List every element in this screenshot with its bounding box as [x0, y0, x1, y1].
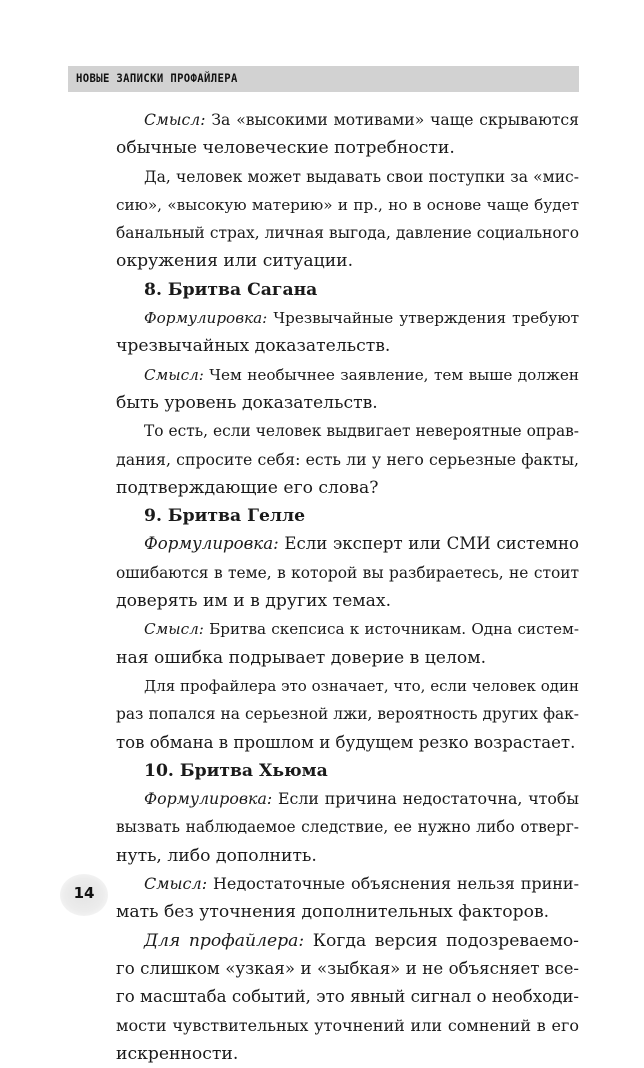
section-heading: 9. Бритва Гелле	[144, 506, 306, 527]
text-line: То есть, если человек выдвигает невероятные оправ-	[144, 422, 579, 441]
text-line: го масштаба событий, это явный сигнал о необходи-	[116, 987, 579, 1007]
text-line: Для профайлера: Когда версия подозреваемо-	[144, 930, 579, 951]
text-line: подтверждающие его слова?	[116, 477, 379, 498]
page-number: 14	[73, 884, 95, 902]
text-line: быть уровень доказательств.	[116, 392, 378, 413]
text-line: Да, человек может выдавать свои поступки за «мис-	[144, 167, 579, 186]
text-line: Формулировка: Чрезвычайные утверждения требуют	[144, 309, 579, 328]
text-line: Смысл: Недостаточные объяснения нельзя прини-	[144, 874, 579, 894]
text-line: вызвать наблюдаемое следствие, ее нужно либо отверг-	[116, 818, 579, 837]
page-number-badge	[60, 874, 108, 916]
text-line: раз попался на серьезной лжи, вероятность других фак-	[116, 705, 579, 724]
text-line: Смысл: Чем необычнее заявление, тем выше должен	[144, 365, 579, 384]
text-line: искренности.	[116, 1043, 239, 1064]
body-text	[116, 106, 579, 1068]
text-line: Формулировка: Если причина недостаточна, чтобы	[144, 789, 579, 809]
text-line: мости чувствительных уточнений или сомнений в его	[116, 1015, 579, 1035]
section-heading: 10. Бритва Хьюма	[144, 760, 328, 781]
text-line: Смысл: Бритва скепсиса к источникам. Одна систем-	[144, 620, 579, 639]
text-line: ошибаются в теме, в которой вы разбираетесь, не стоит	[116, 563, 579, 582]
text-line: сию», «высокую материю» и пр., но в основе чаще будет	[116, 195, 579, 214]
text-line: доверять им и в других темах.	[116, 591, 392, 612]
text-line: ная ошибка подрывает доверие в целом.	[116, 647, 487, 668]
text-line: окружения или ситуации.	[116, 251, 354, 272]
text-line: банальный страх, личная выгода, давление социального	[116, 224, 579, 243]
text-line: го слишком «узкая» и «зыбкая» и не объясняет все-	[116, 958, 579, 978]
text-line: обычные человеческие потребности.	[116, 138, 455, 159]
text-line: Смысл: За «высокими мотивами» чаще скрываются	[144, 111, 579, 129]
text-line: нуть, либо дополнить.	[116, 845, 317, 866]
text-line: тов обмана в прошлом и будущем резко возрастает.	[116, 732, 576, 752]
text-line: мать без уточнения дополнительных факторов.	[116, 902, 550, 923]
running-header-title: НОВЫЕ ЗАПИСКИ ПРОФАЙЛЕРА	[76, 71, 238, 85]
text-line: чрезвычайных доказательств.	[116, 336, 391, 357]
text-line: Для профайлера это означает, что, если человек один	[144, 676, 579, 695]
section-heading: 8. Бритва Сагана	[144, 279, 318, 300]
running-header	[68, 66, 579, 92]
text-line: Формулировка: Если эксперт или СМИ системно	[144, 534, 579, 554]
text-line: дания, спросите себя: есть ли у него серьезные факты,	[116, 449, 579, 469]
